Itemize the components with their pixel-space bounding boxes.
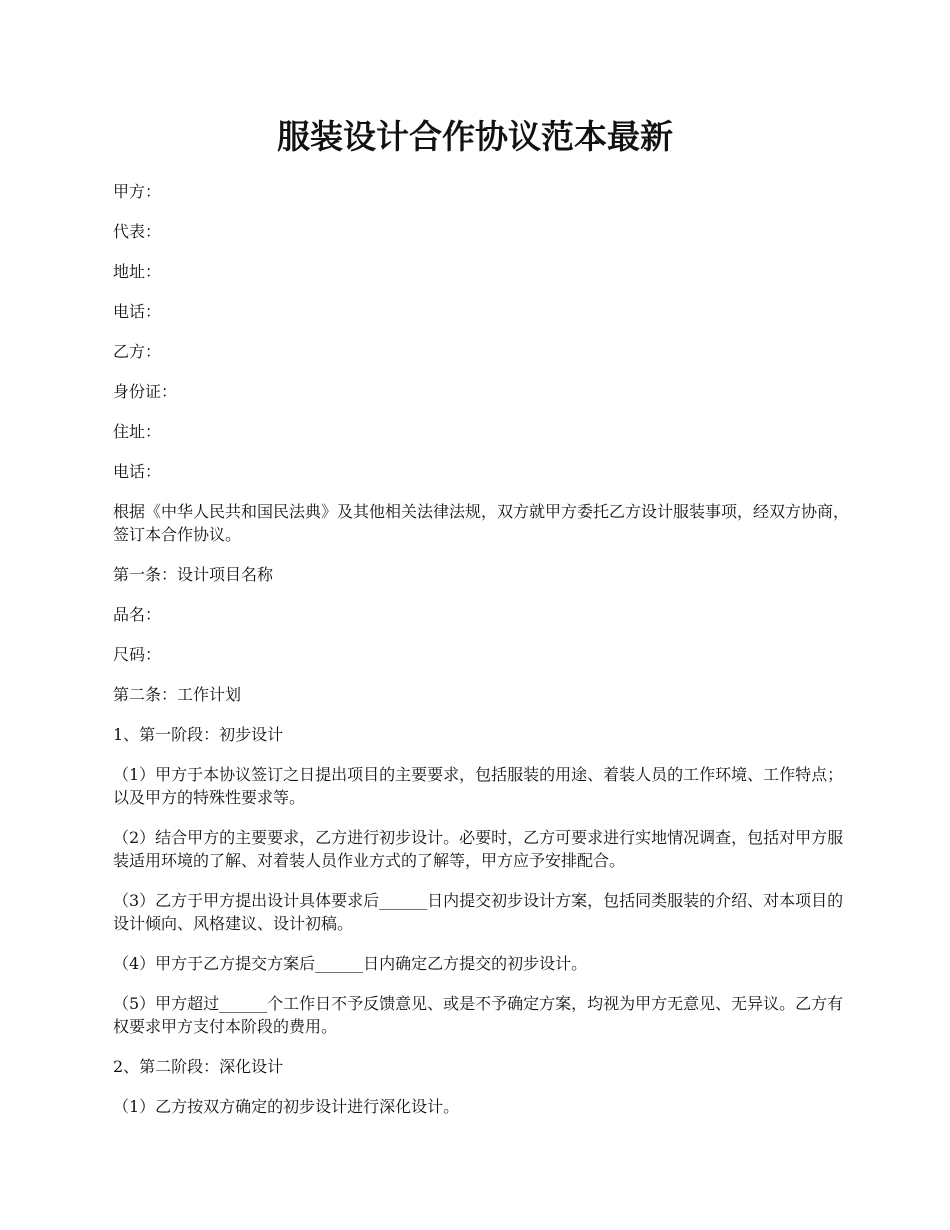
residence-line: 住址： <box>113 422 162 441</box>
intro-paragraph: 根据《中华人民共和国民法典》及其他相关法律法规，双方就甲方委托乙方设计服装事项，经双方协商，签订本合作协议。 <box>113 502 850 544</box>
phone-line-party-a: 电话： <box>113 302 162 321</box>
party-a-line: 甲方： <box>113 182 162 201</box>
representative-line: 代表： <box>113 222 162 241</box>
article-two-heading: 第二条：工作计划 <box>113 685 242 704</box>
phase-one-item-3: （3）乙方于甲方提出设计具体要求后______日内提交初步设计方案，包括同类服装的介绍、对本项目的设计倾向、风格建议、设计初稿。 <box>113 891 844 933</box>
phase-one-item-1: （1）甲方于本协议签订之日提出项目的主要要求，包括服装的用途、着装人员的工作环境、工作特点；以及甲方的特殊性要求等。 <box>113 765 844 807</box>
phone-line-party-b: 电话： <box>113 462 162 481</box>
address-line: 地址： <box>113 262 162 281</box>
document-body <box>113 180 853 1135</box>
phase-one-item-5: （5）甲方超过______个工作日不予反馈意见、或是不予确定方案，均视为甲方无意见、无异议。乙方有权要求甲方支付本阶段的费用。 <box>113 994 844 1036</box>
article-one-heading: 第一条：设计项目名称 <box>113 565 274 584</box>
party-b-line: 乙方： <box>113 342 162 361</box>
id-card-line: 身份证： <box>113 382 178 401</box>
document-title: 服装设计合作协议范本最新 <box>277 117 673 156</box>
size-line: 尺码： <box>113 645 162 664</box>
phase-two-heading: 2、第二阶段：深化设计 <box>113 1057 284 1076</box>
phase-one-item-2: （2）结合甲方的主要要求，乙方进行初步设计。必要时，乙方可要求进行实地情况调查，包括对甲方服装适用环境的了解、对着装人员作业方式的了解等，甲方应予安排配合。 <box>113 828 844 870</box>
product-name-line: 品名： <box>113 605 162 624</box>
phase-one-item-4: （4）甲方于乙方提交方案后______日内确定乙方提交的初步设计。 <box>113 954 588 973</box>
phase-two-item-1: （1）乙方按双方确定的初步设计进行深化设计。 <box>113 1097 460 1116</box>
phase-one-heading: 1、第一阶段：初步设计 <box>113 725 284 744</box>
